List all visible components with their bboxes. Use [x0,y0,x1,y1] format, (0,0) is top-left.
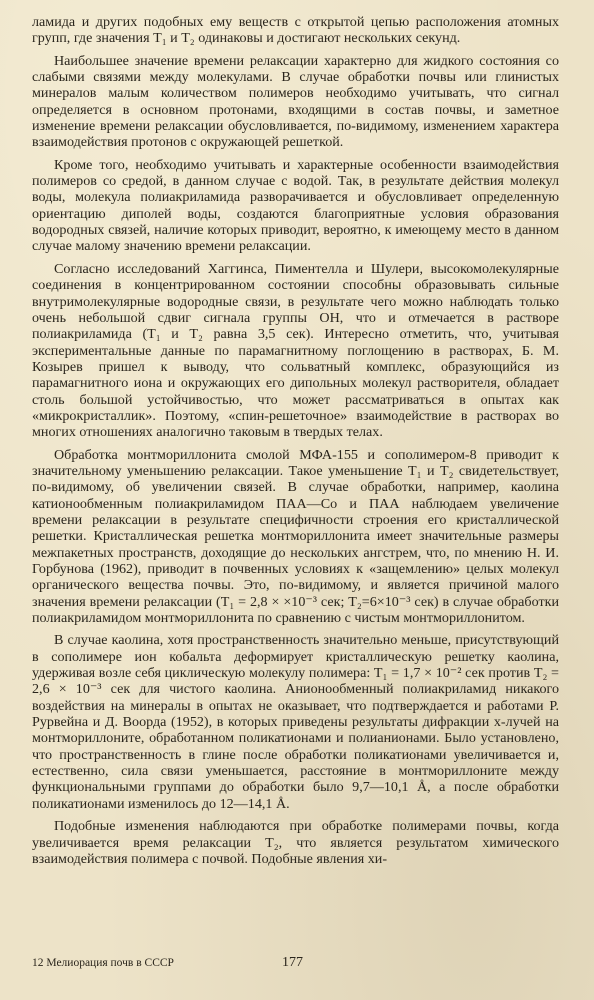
paragraph-5: Обработка монтмориллонита смолой МФА-155 и сополимером-8 приводит к значительному уменьшению релаксации. Такое уменьшение T₁ и T₂ свидетельствует, по-видимому, об увеличении связей. В случае обработки, например, каолина катионообменным полиакриламидом ПАА—Co и ПАА наблюдаем увеличение времени релаксации в результате специфичности строения его кристаллической решетки. Кристаллическая решетка монтмориллонита имеет значительные размеры межпакетных пространств, доходящие до нескольких ангстрем, что, по мнению Н. И. Горбунова (1962), приводит в почвенных условиях к «защемлению» целых молекул органического вещества почвы. Это, по-видимому, и является причиной малого значения времени релаксации (T₁ = 2,8 × ×10⁻³ сек; T₂=6×10⁻³ сек) в случае обработки полиакриламидом монтмориллонита по сравнению с чистым монтмориллонитом. [32,446,559,627]
paragraph-1: ламида и других подобных ему веществ с открытой цепью расположения атомных групп, где значения T₁ и T₂ одинаковы и достигают нескольких секунд. [32,14,559,47]
paragraph-7: Подобные изменения наблюдаются при обработке полимерами почвы, когда увеличивается время релаксации T₂, что является результатом химического взаимодействия полимера с почвой. Подобные явления хи- [32,818,559,867]
paragraph-2: Наибольшее значение времени релаксации характерно для жидкого состояния со слабыми связями между молекулами. В случае обработки почвы или глинистых минералов малым количеством полимеров необходимо учитывать, что сигнал определяется в основном протонами, входящими в состав почвы, и заметное изменение времени релаксации обусловливается, по-видимому, изменением характера взаимодействия протонов с окружающей решеткой. [32,52,559,151]
paragraph-3: Кроме того, необходимо учитывать и характерные особенности взаимодействия полимеров со средой, в данном случае с водой. Так, в результате действия молекул воды, молекула полиакриламида разворачивается и обусловливает определенную ориентацию диполей воды, создаются благоприятные условия образования водородных связей, наличие которых приводит, вероятно, к имеющему место в данном случае малому значению времени релаксации. [32,156,559,255]
page-footer [32,955,559,975]
body-text [32,14,559,873]
page-number: 177 [282,955,303,970]
paragraph-6: В случае каолина, хотя пространственность значительно меньше, присутствующий в сополимере ион кобальта деформирует кристаллическую решетку каолина, удерживая возле себя циклическую молекулу полимера: T₁ = 1,7 × 10⁻² сек против T₂ = 2,6 × 10⁻³ сек для чистого каолина. Анионообменный полиакриламид никакого воздействия на минералы в опытах не оказывает, что подтверждается и работами Р. Рурвейна и Д. Воорда (1952), в которых приведены результаты дифракции x-лучей на монтмориллоните, обработанном поликатионами и полианионами. Было установлено, что пространственность в глине после обработки поликатионами увеличивается и, естественно, сила связи уменьшается, расстояние в монтмориллоните между функциональными группами до обработки было 9,7—10,1 Å, а после обработки поликатионами изменилось до 12—14,1 Å. [32,632,559,812]
signature-mark: 12 Мелиорация почв в СССР [32,957,174,969]
paragraph-4: Согласно исследований Хаггинса, Пиментелла и Шулери, высокомолекулярные соединения в концентрированном состоянии способны образовывать сильные внутримолекулярные водородные связи, в результате чего можно наблюдать только очень небольшой сдвиг сигнала группы OH, что и отмечается в растворе полиакриламида (T₁ и T₂ равна 3,5 сек). Интересно отметить, что, учитывая экспериментальные данные по парамагнитному поглощению в растворах, Б. М. Козырев пришел к выводу, что сольватный комплекс, образующийся из парамагнитного иона и окружающих его дипольных молекул растворителя, обладает столь большой устойчивостью, что может рассматриваться в опытах как «микрокристаллик». Поэтому, «спин-решеточное» взаимодействие в растворах во многих отношениях аналогично таковым в твердых телах. [32,260,559,441]
